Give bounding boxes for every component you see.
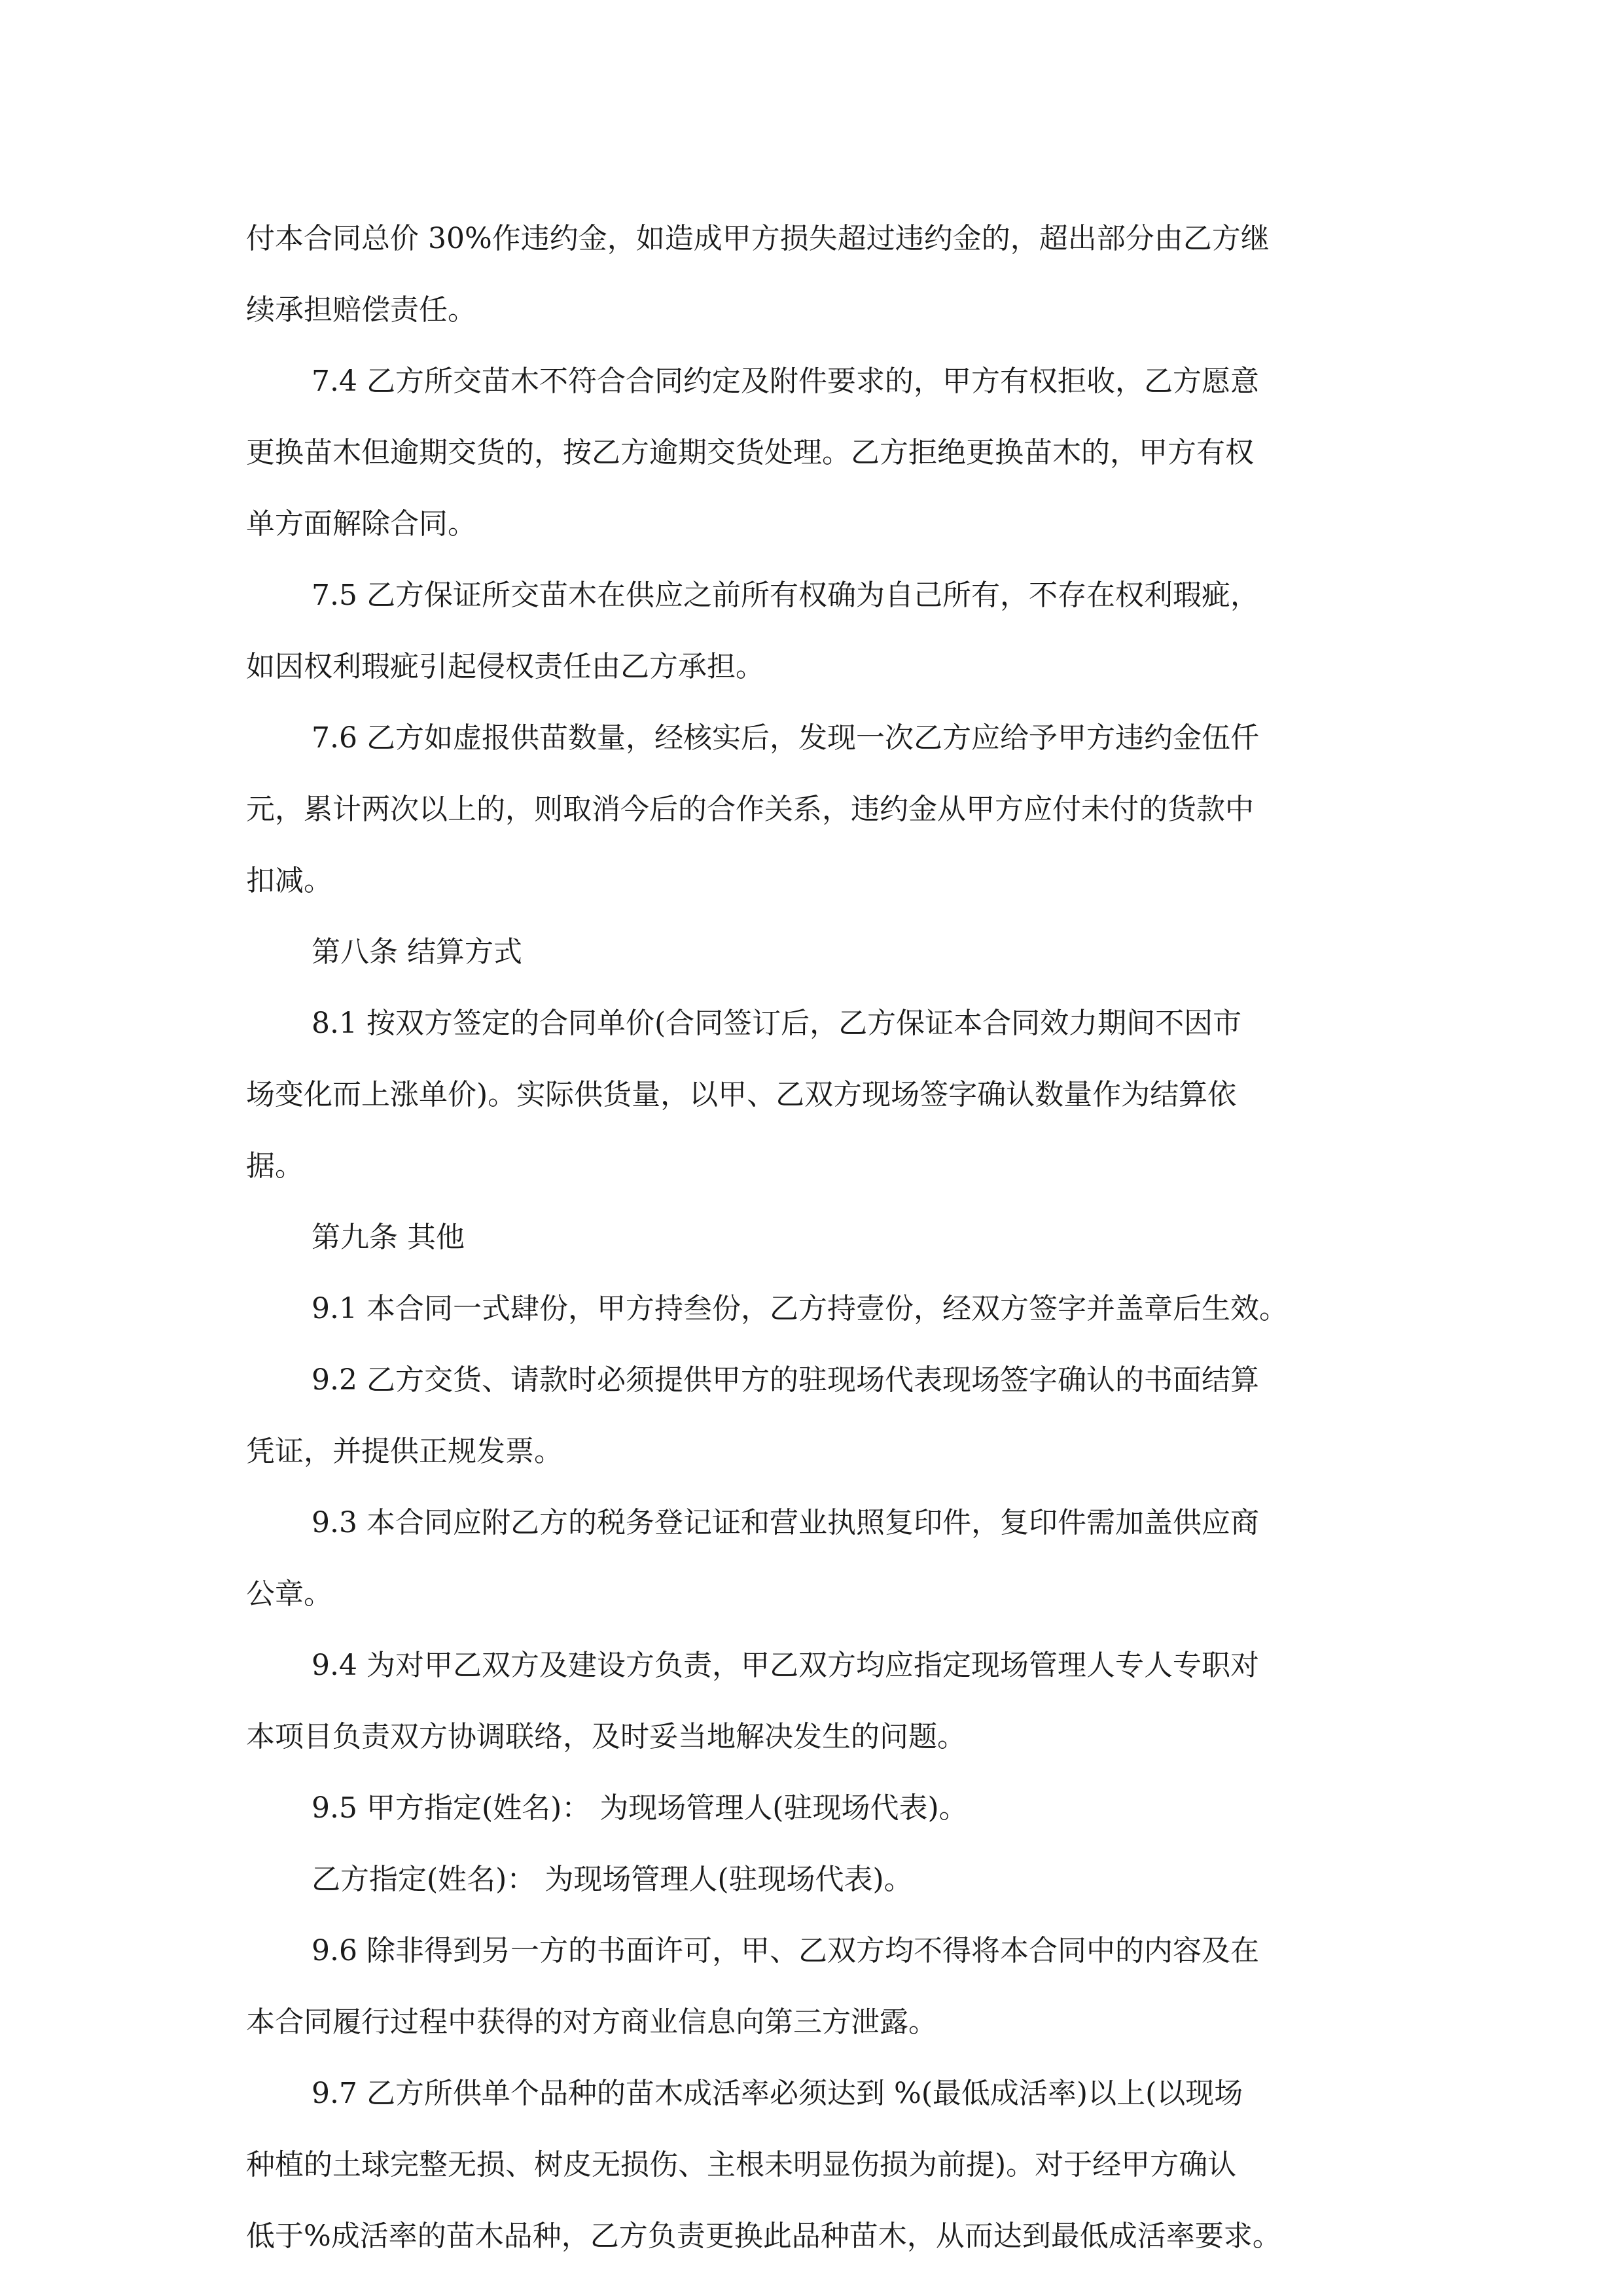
text-line: 凭证，并提供正规发票。 (246, 1435, 563, 1468)
clause-9-1: 9.1 本合同一式肆份，甲方持叁份，乙方持壹份，经双方签字并盖章后生效。 (312, 1292, 1288, 1325)
clause-9-4: 9.4 为对甲乙双方及建设方负责，甲乙双方均应指定现场管理人专人专职对 (312, 1649, 1259, 1682)
text-line: 元，累计两次以上的，则取消今后的合作关系，违约金从甲方应付未付的货款中 (246, 793, 1254, 826)
clause-7-4: 7.4 乙方所交苗木不符合合同约定及附件要求的，甲方有权拒收，乙方愿意 (312, 365, 1259, 398)
text-line: 更换苗木但逾期交货的，按乙方逾期交货处理。乙方拒绝更换苗木的，甲方有权 (246, 436, 1254, 469)
clause-9-5-party-b: 乙方指定(姓名)： 为现场管理人(驻现场代表)。 (312, 1863, 913, 1896)
clause-8-1: 8.1 按双方签定的合同单价(合同签订后，乙方保证本合同效力期间不因市 (312, 1007, 1242, 1040)
clause-9-2: 9.2 乙方交货、请款时必须提供甲方的驻现场代表现场签字确认的书面结算 (312, 1363, 1259, 1397)
contract-body (246, 203, 1404, 2272)
clause-7-5: 7.5 乙方保证所交苗木在供应之前所有权确为自己所有，不存在权利瑕疵， (312, 579, 1259, 612)
text-line: 种植的土球完整无损、树皮无损伤、主根未明显伤损为前提)。对于经甲方确认 (246, 2148, 1237, 2181)
clause-7-6: 7.6 乙方如虚报供苗数量，经核实后，发现一次乙方应给予甲方违约金伍仟 (312, 721, 1259, 755)
text-line: 单方面解除合同。 (246, 507, 476, 541)
text-line: 续承担赔偿责任。 (246, 293, 476, 327)
text-line: 公章。 (246, 1577, 332, 1611)
text-line: 场变化而上涨单价)。实际供货量，以甲、乙双方现场签字确认数量作为结算依 (246, 1078, 1237, 1111)
text-line: 如因权利瑕疵引起侵权责任由乙方承担。 (246, 650, 764, 683)
clause-9-5: 9.5 甲方指定(姓名)： 为现场管理人(驻现场代表)。 (312, 1791, 968, 1825)
text-line: 本合同履行过程中获得的对方商业信息向第三方泄露。 (246, 2005, 937, 2039)
text-line: 低于%成活率的苗木品种，乙方负责更换此品种苗木，从而达到最低成活率要求。 (246, 2219, 1281, 2253)
clause-9-7: 9.7 乙方所供单个品种的苗木成活率必须达到 %(最低成活率)以上(以现场 (312, 2077, 1243, 2110)
article-8-heading: 第八条 结算方式 (312, 935, 522, 969)
clause-9-6: 9.6 除非得到另一方的书面许可，甲、乙双方均不得将本合同中的内容及在 (312, 1934, 1259, 1967)
text-line: 扣减。 (246, 864, 332, 897)
clause-9-3: 9.3 本合同应附乙方的税务登记证和营业执照复印件，复印件需加盖供应商 (312, 1506, 1259, 1539)
text-line: 本项目负责双方协调联络，及时妥当地解决发生的问题。 (246, 1720, 966, 1753)
text-line: 据。 (246, 1149, 304, 1183)
text-line: 付本合同总价 30%作违约金，如造成甲方损失超过违约金的，超出部分由乙方继 (246, 222, 1270, 255)
article-9-heading: 第九条 其他 (312, 1221, 465, 1254)
